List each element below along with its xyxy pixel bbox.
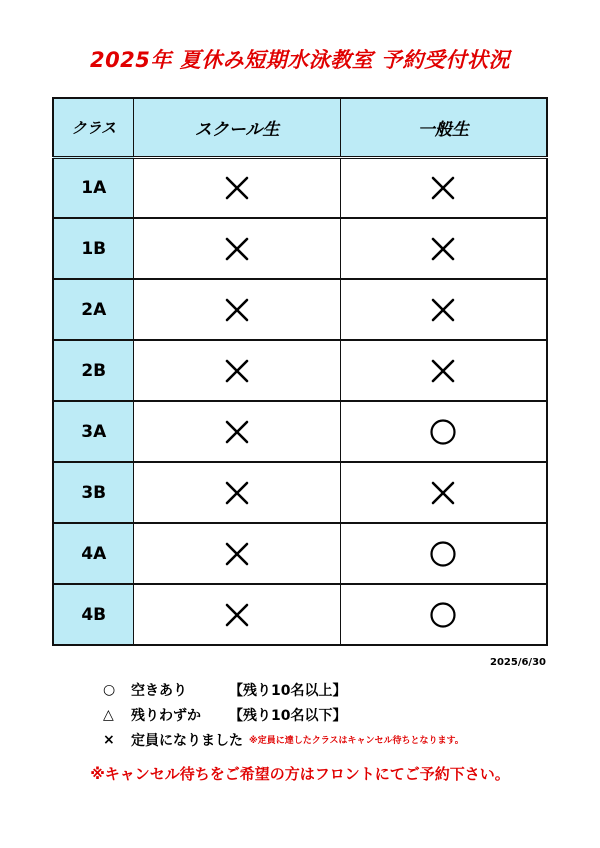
class-cell: 3B: [53, 462, 134, 523]
school-student-status: [134, 462, 340, 523]
legend-note: 【残り10名以上】: [229, 682, 347, 699]
table-row: [53, 340, 547, 401]
header-school-student: スクール生: [134, 98, 340, 157]
cross-icon: [430, 480, 456, 506]
circle-icon: [430, 419, 456, 445]
class-cell: 4B: [53, 584, 134, 645]
table-header-row: [53, 98, 547, 157]
school-student-status: [134, 340, 340, 401]
general-status: [340, 401, 547, 462]
cross-icon: [224, 419, 250, 445]
cross-icon: [430, 175, 456, 201]
table-row: [53, 218, 547, 279]
general-status: [340, 584, 547, 645]
header-class: クラス: [53, 98, 134, 157]
legend-item-available: [103, 677, 464, 702]
school-student-status: [134, 584, 340, 645]
table-row: [53, 584, 547, 645]
cross-icon: [224, 602, 250, 628]
legend-item-few-left: [103, 702, 464, 727]
class-cell: 4A: [53, 523, 134, 584]
cross-icon: [224, 175, 250, 201]
circle-icon: [430, 602, 456, 628]
reservation-table: [52, 97, 548, 646]
class-cell: 1A: [53, 157, 134, 218]
school-student-status: [134, 523, 340, 584]
cross-icon: [430, 358, 456, 384]
legend: [103, 677, 464, 752]
table-row: [53, 279, 547, 340]
class-cell: 3A: [53, 401, 134, 462]
page-title: 2025年 夏休み短期水泳教室 予約受付状況: [89, 48, 511, 72]
general-status: [340, 157, 547, 218]
cross-icon: ×: [103, 731, 115, 748]
footer-notice: ※キャンセル待ちをご希望の方はフロントにてご予約下さい。: [90, 765, 510, 783]
general-status: [340, 218, 547, 279]
school-student-status: [134, 218, 340, 279]
general-status: [340, 523, 547, 584]
cross-icon: [430, 297, 456, 323]
table-row: [53, 157, 547, 218]
school-student-status: [134, 279, 340, 340]
class-cell: 2B: [53, 340, 134, 401]
circle-icon: [430, 541, 456, 567]
legend-item-full: [103, 727, 464, 752]
legend-label: 空きあり: [131, 682, 187, 699]
cross-icon: [224, 541, 250, 567]
general-status: [340, 279, 547, 340]
circle-icon: ○: [103, 681, 116, 698]
header-general: 一般生: [340, 98, 547, 157]
cross-icon: [224, 480, 250, 506]
update-date: 2025/6/30: [489, 657, 546, 668]
legend-label: 定員になりました: [131, 732, 243, 749]
waitlist-note: ※定員に達したクラスはキャンセル待ちとなります。: [249, 736, 464, 746]
table-row: [53, 523, 547, 584]
general-status: [340, 340, 547, 401]
legend-label: 残りわずか: [131, 707, 201, 724]
legend-note: 【残り10名以下】: [229, 707, 347, 724]
cross-icon: [224, 297, 250, 323]
school-student-status: [134, 401, 340, 462]
cross-icon: [224, 236, 250, 262]
general-status: [340, 462, 547, 523]
table-row: [53, 401, 547, 462]
cross-icon: [224, 358, 250, 384]
table-row: [53, 462, 547, 523]
class-cell: 1B: [53, 218, 134, 279]
school-student-status: [134, 157, 340, 218]
triangle-icon: △: [103, 706, 114, 723]
class-cell: 2A: [53, 279, 134, 340]
cross-icon: [430, 236, 456, 262]
